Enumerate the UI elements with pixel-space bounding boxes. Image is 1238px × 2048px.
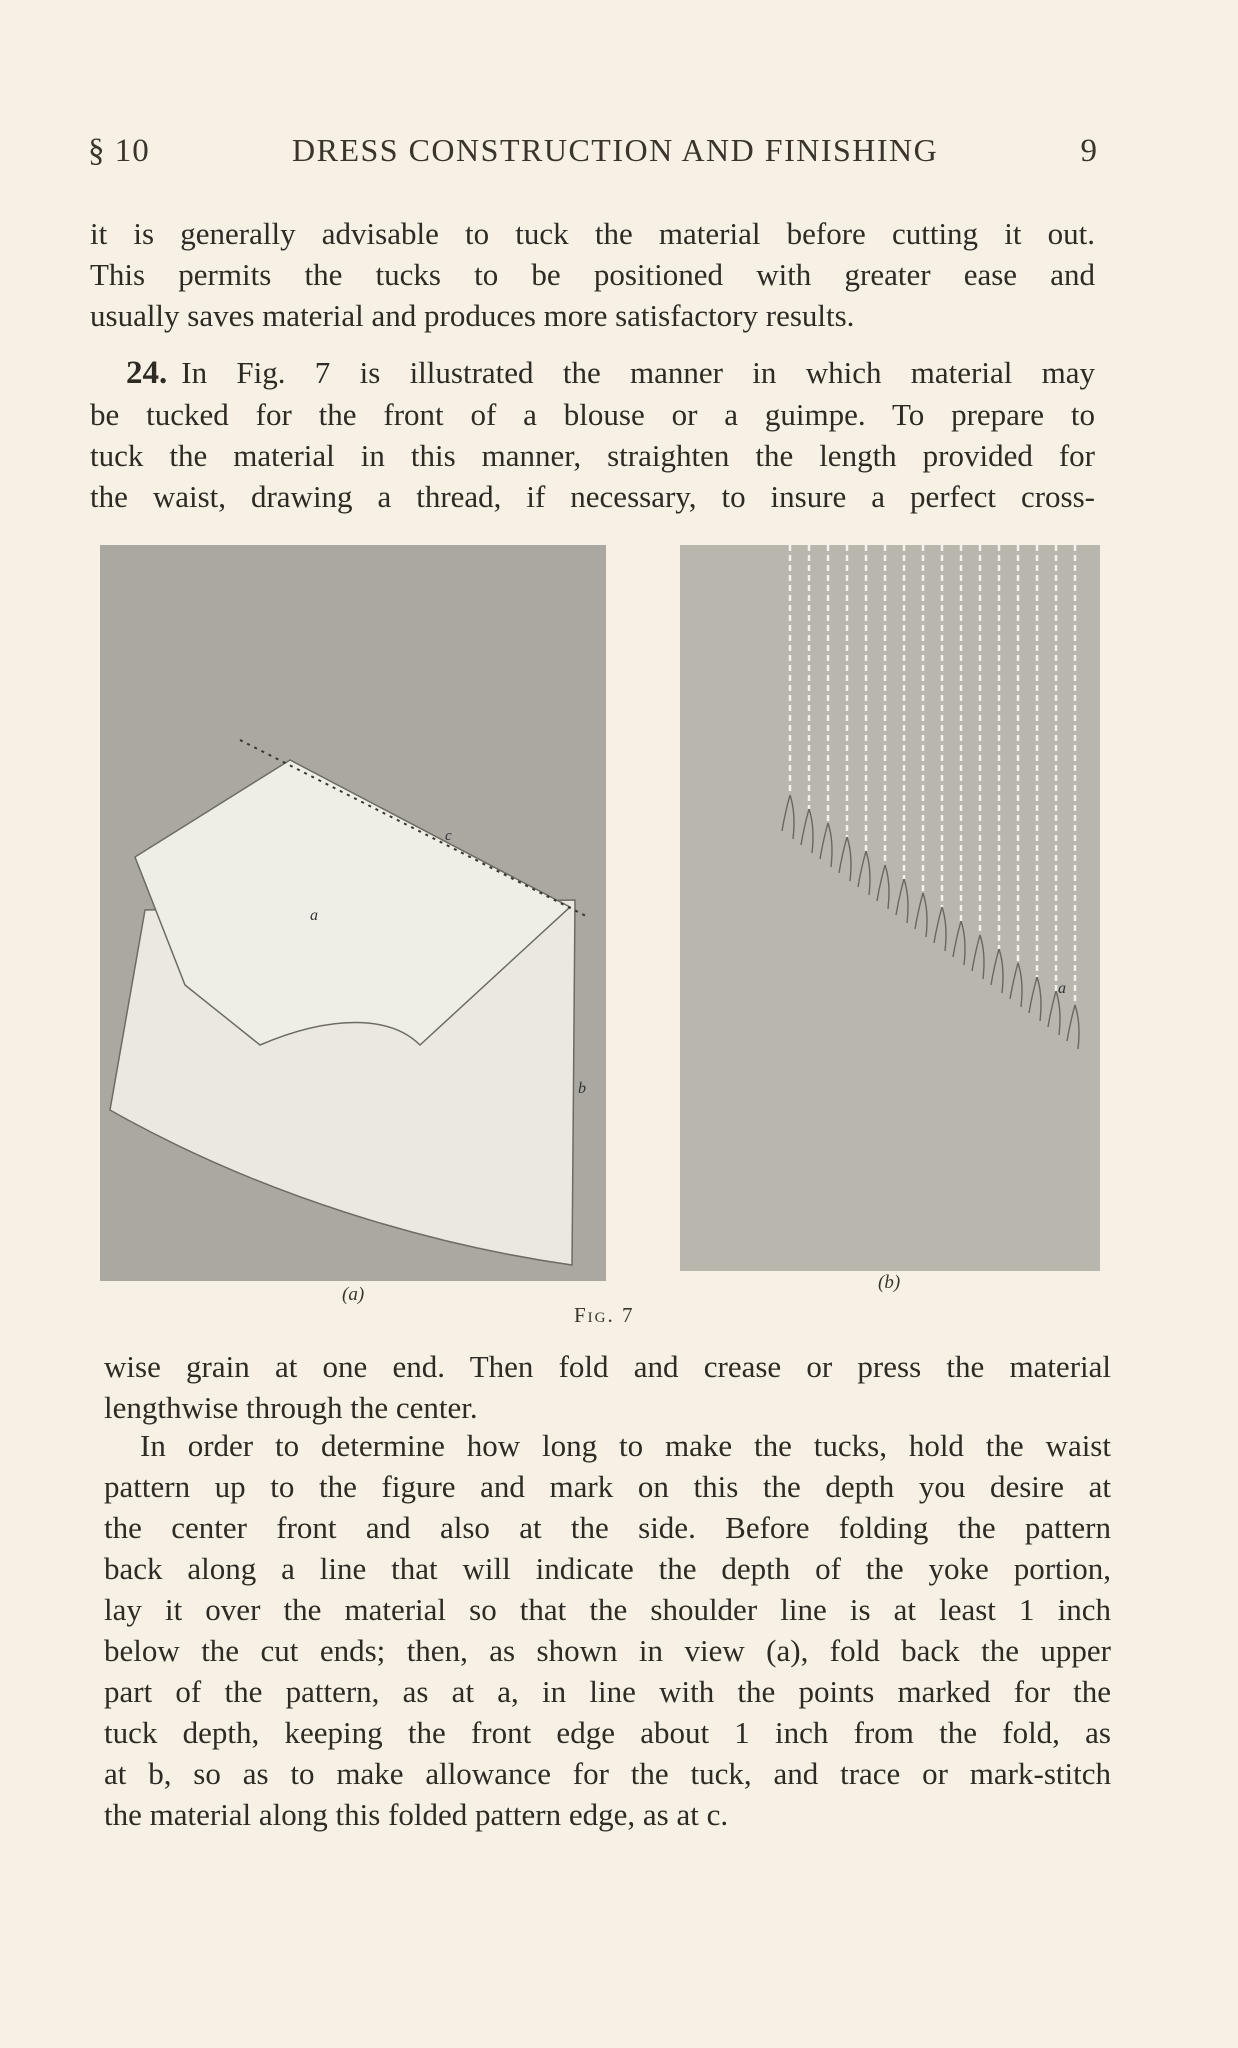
text-line: part of the pattern, as at a, in line with the points marked for the: [104, 1674, 1111, 1709]
text-line: wise grain at one end. Then fold and crease or press the material: [104, 1349, 1111, 1384]
text-line: usually saves material and produces more satisfactory results.: [90, 298, 855, 333]
pattern-fold-illustration: [100, 545, 606, 1281]
text-line: at b, so as to make allowance for the tuck, and trace or mark-stitch: [104, 1756, 1111, 1791]
text-line-content: In Fig. 7 is illustrated the manner in which material may: [181, 355, 1095, 390]
text-line: back along a line that will indicate the depth of the yoke portion,: [104, 1551, 1111, 1586]
mark-c: c: [445, 828, 452, 844]
figure-caption: Fig. 7: [574, 1303, 635, 1327]
text-line: the waist, drawing a thread, if necessary, to insure a perfect cross-: [90, 479, 1095, 514]
figure-view-a-photo: [100, 545, 606, 1281]
text-line: it is generally advisable to tuck the material before cutting it out.: [90, 216, 1095, 251]
running-header: [88, 132, 1098, 170]
paragraph-continued: [104, 1346, 1111, 1428]
page-number: 9: [1080, 133, 1098, 169]
text-line: pattern up to the figure and mark on this the depth you desire at: [104, 1469, 1111, 1504]
text-line: the material along this folded pattern edge, as at c.: [104, 1797, 729, 1832]
paragraph-number: 24.: [126, 355, 168, 391]
text-line: In order to determine how long to make the tucks, hold the waist: [140, 1428, 1111, 1463]
text-line: the center front and also at the side. Before folding the pattern: [104, 1510, 1111, 1545]
text-line: tuck the material in this manner, straighten the length provided for: [90, 438, 1095, 473]
chapter-title: DRESS CONSTRUCTION AND FINISHING: [291, 132, 939, 168]
mark-b: b: [578, 1080, 586, 1097]
text-line: below the cut ends; then, as shown in view (a), fold back the upper: [104, 1633, 1111, 1668]
view-b-label: (b): [878, 1272, 901, 1293]
paragraph-1: [90, 213, 1095, 336]
tucked-material-illustration: [680, 545, 1100, 1271]
text-line: This permits the tucks to be positioned with greater ease and: [90, 257, 1095, 292]
paragraph-24: [90, 352, 1095, 517]
text-line: tuck depth, keeping the front edge about 1 inch from the fold, as: [104, 1715, 1111, 1750]
view-a-label: (a): [342, 1284, 365, 1305]
text-line: lay it over the material so that the shoulder line is at least 1 inch: [104, 1592, 1111, 1627]
mark-tuck-a: a: [1058, 980, 1066, 997]
paragraph-tuck-depth: [104, 1425, 1111, 1835]
section-number: § 10: [88, 133, 150, 169]
text-line: be tucked for the front of a blouse or a guimpe. To prepare to: [90, 397, 1095, 432]
figure-view-b-photo: [680, 545, 1100, 1271]
mark-a: a: [310, 907, 318, 924]
text-line: lengthwise through the center.: [104, 1390, 478, 1425]
text-line-first: [90, 352, 1095, 394]
